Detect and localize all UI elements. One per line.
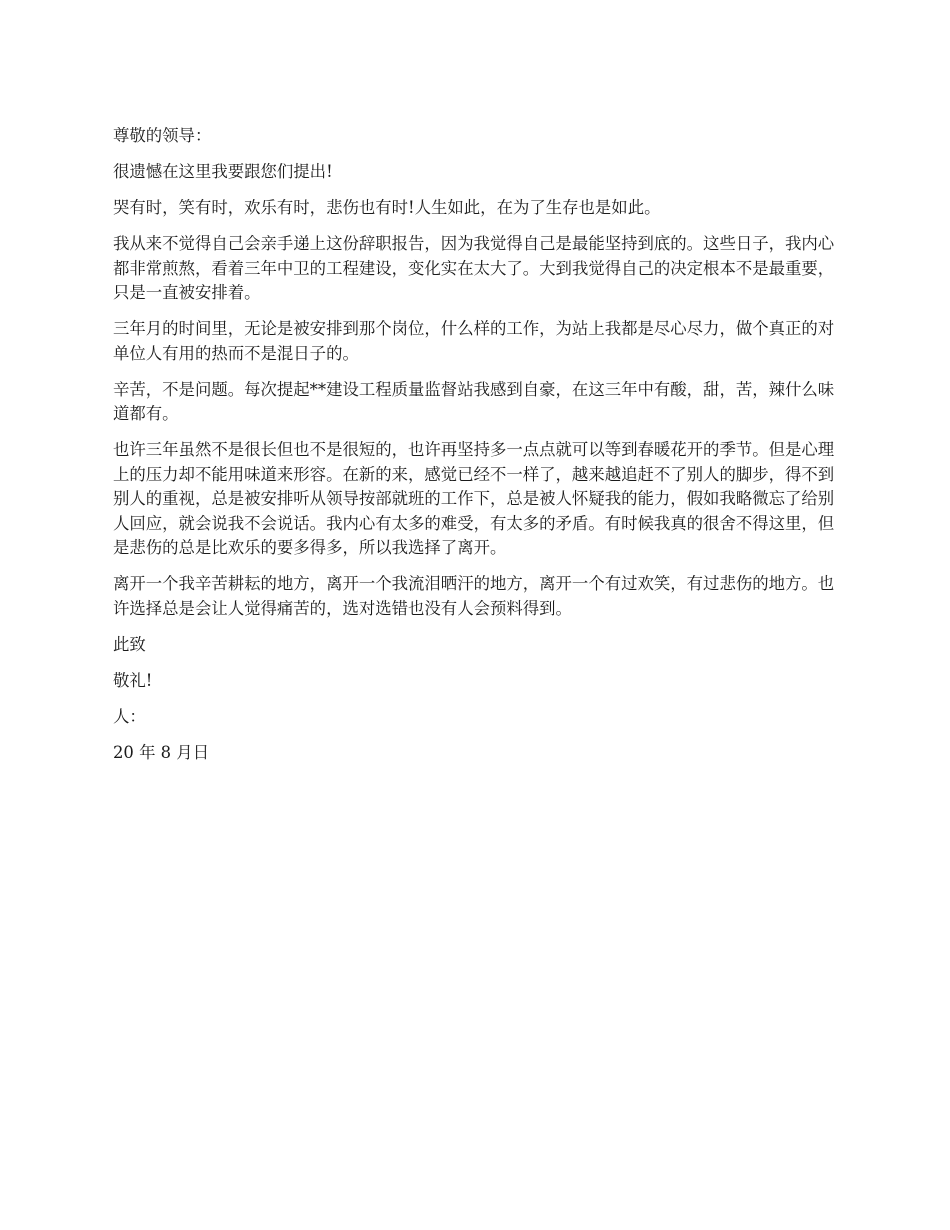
salutation: 尊敬的领导： (113, 126, 212, 145)
paragraph-3: 我从来不觉得自己会亲手递上这份辞职报告，因为我觉得自己是最能坚持到底的。这些日子，我内心都非常煎熬，看着三年中卫的工程建设，变化实在太大了。大到我觉得自己的决定根本不是最重要，只是一直被安排着。 (113, 234, 835, 302)
paragraph-5: 辛苦，不是问题。每次提起**建设工程质量监督站我感到自豪，在这三年中有酸，甜，苦，辣什么味道都有。 (113, 379, 835, 423)
paragraph-7: 离开一个我辛苦耕耘的地方，离开一个我流泪晒汗的地方，离开一个有过欢笑，有过悲伤的地方。也许选择总是会让人觉得痛苦的，选对选错也没有人会预料得到。 (113, 574, 835, 618)
paragraph-4: 三年月的时间里，无论是被安排到那个岗位，什么样的工作，为站上我都是尽心尽力，做个真正的对单位人有用的热而不是混日子的。 (113, 319, 835, 363)
paragraph-1: 很遗憾在这里我要跟您们提出! (113, 162, 333, 181)
closing: 此致 (113, 634, 146, 654)
resignation-letter (113, 124, 841, 777)
regards: 敬礼! (113, 670, 153, 690)
paragraph-6: 也许三年虽然不是很长但也不是很短的，也许再坚持多一点点就可以等到春暖花开的季节。但是心理上的压力却不能用味道来形容。在新的来，感觉已经不一样了，越来越追赶不了别人的脚步，得不到别人的重视，总是被安排听从领导按部就班的工作下，总是被人怀疑我的能力，假如我略微忘了给别人回应，就会说我不会说话。我内心有太多的难受，有太多的矛盾。有时候我真的很舍不得这里，但是悲伤的总是比欢乐的要多得多，所以我选择了离开。 (113, 440, 835, 557)
paragraph-2: 哭有时，笑有时，欢乐有时，悲伤也有时!人生如此，在为了生存也是如此。 (113, 198, 661, 217)
date: 20 年 8 月日 (113, 742, 210, 762)
signature: 人： (113, 706, 146, 726)
